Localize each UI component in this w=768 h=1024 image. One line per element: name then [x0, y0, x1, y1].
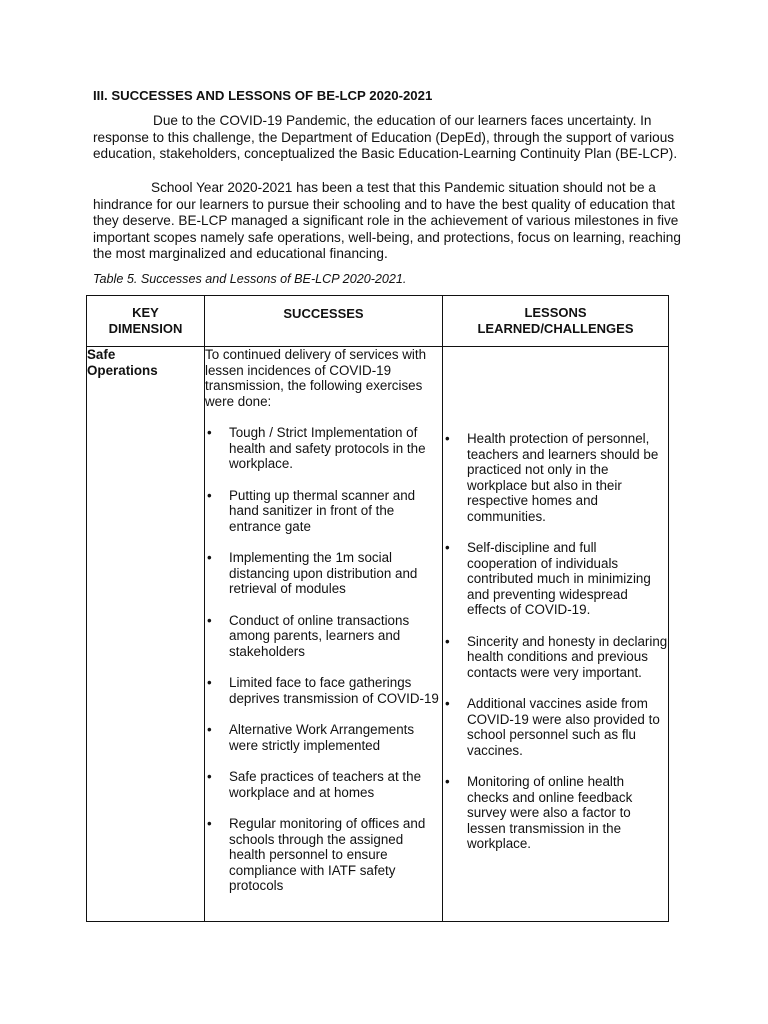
lesson-item [443, 540, 668, 618]
lesson-item-text: Additional vaccines aside from COVID-19 were also provided to school personnel such as flu vaccines. [467, 696, 660, 758]
lesson-item-text: Sincerity and honesty in declaring health conditions and previous contacts were very important. [467, 633, 668, 680]
header-successes: SUCCESSES [205, 296, 443, 347]
lesson-item-text: Self-discipline and full cooperation of individuals contributed much in minimizing and preventing widespread effects of COVID-19. [467, 540, 651, 617]
bullet-icon: • [445, 633, 450, 649]
lesson-item [443, 696, 668, 758]
intro-paragraph-2: School Year 2020-2021 has been a test that this Pandemic situation should not be a hindrance for our learners to pursue their schooling and to have the best quality of education that they deserve. BE-LCP managed a significant role in the achievement of various milestones in five important scopes namely safe operations, well-being, and protections, focus on learning, reaching the most marginalized and educational financing. [93, 180, 681, 262]
dimension-label: Safe Operations [87, 347, 158, 378]
lessons-cell [443, 347, 669, 922]
success-item [205, 722, 442, 753]
lesson-item-text: Health protection of personnel, teachers and learners should be practiced not only in the workplace but also in their respective homes and communities. [467, 431, 659, 524]
success-item [205, 613, 442, 660]
success-item-text: Safe practices of teachers at the workplace and at homes [229, 769, 422, 800]
bullet-icon: • [207, 487, 212, 503]
success-item [205, 675, 442, 706]
success-item [205, 425, 442, 472]
success-item-text: Limited face to face gatherings deprives transmission of COVID-19 [229, 675, 439, 706]
successes-lessons-table [86, 295, 669, 922]
success-item [205, 816, 442, 894]
bullet-icon: • [207, 425, 212, 440]
dimension-cell [87, 347, 205, 922]
table-row [87, 347, 669, 922]
success-item [205, 550, 442, 597]
lesson-item-text: Monitoring of online health checks and online feedback survey were also a factor to lessen transmission in the workplace. [467, 774, 633, 851]
lesson-item [443, 431, 668, 524]
success-item-text: Regular monitoring of offices and schools through the assigned health personnel to ensure compliance with IATF safety protocols [229, 816, 426, 893]
success-item-text: Conduct of online transactions among parents, learners and stakeholders [229, 612, 410, 659]
successes-list [205, 425, 442, 894]
success-item-text: Implementing the 1m social distancing upon distribution and retrieval of modules [229, 550, 418, 596]
bullet-icon: • [207, 769, 212, 784]
table-header-row [87, 296, 669, 347]
success-item-text: Tough / Strict Implementation of health and safety protocols in the workplace. [229, 425, 426, 471]
success-item [205, 488, 442, 535]
successes-intro: To continued delivery of services with lessen incidences of COVID-19 transmission, the following exercises were done: [205, 347, 427, 409]
bullet-icon: • [207, 722, 212, 737]
lessons-list [443, 431, 668, 852]
bullet-icon: • [445, 540, 450, 555]
bullet-icon: • [207, 550, 212, 565]
success-item [205, 769, 442, 800]
bullet-icon: • [207, 675, 212, 690]
lesson-item [443, 634, 668, 681]
successes-cell [205, 347, 443, 922]
bullet-icon: • [207, 612, 212, 628]
intro-paragraph-1: Due to the COVID-19 Pandemic, the education of our learners faces uncertainty. In response to this challenge, the Department of Education (DepEd), through the support of various education, stakeholders, conceptualized the Basic Education-Learning Continuity Plan (BE-LCP). [93, 113, 678, 162]
bullet-icon: • [445, 774, 450, 789]
success-item-text: Alternative Work Arrangements were strictly implemented [229, 722, 415, 753]
header-key-dimension: KEY DIMENSION [87, 296, 205, 347]
bullet-icon: • [445, 696, 450, 711]
table-caption: Table 5. Successes and Lessons of BE-LCP 2020-2021. [93, 272, 407, 286]
bullet-icon: • [445, 431, 450, 446]
lesson-item [443, 774, 668, 852]
header-lessons: LESSONS LEARNED/CHALLENGES [443, 296, 669, 347]
section-heading: III. SUCCESSES AND LESSONS OF BE-LCP 2020-2021 [93, 88, 433, 103]
bullet-icon: • [207, 816, 212, 831]
success-item-text: Putting up thermal scanner and hand sanitizer in front of the entrance gate [229, 487, 416, 534]
